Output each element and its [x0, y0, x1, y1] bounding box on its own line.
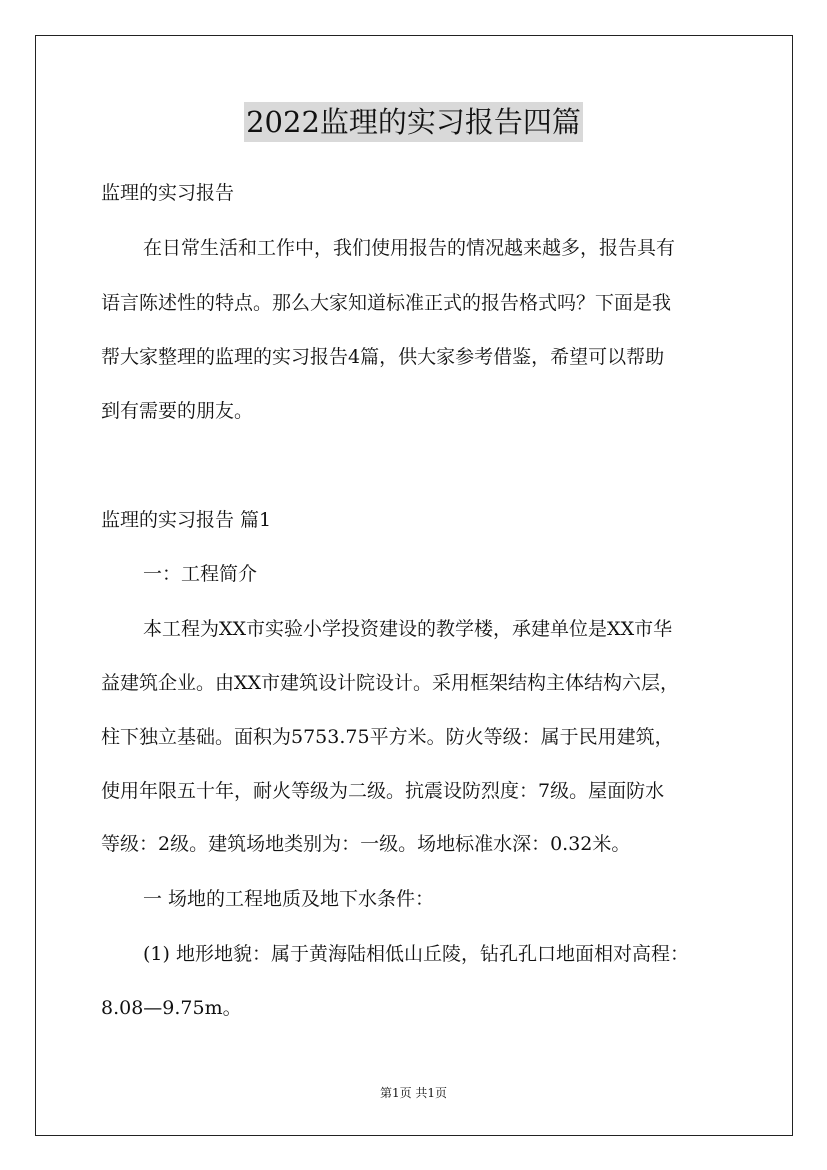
paragraph-line: (1) 地形地貌：属于黄海陆相低山丘陵，钻孔孔口地面相对高程：: [143, 943, 689, 965]
title-container: [0, 102, 827, 142]
section-heading: 监理的实习报告: [101, 182, 235, 204]
paragraph-line: 等级：2级。建筑场地类别为：一级。场地标准水深：0.32米。: [101, 833, 631, 855]
paragraph-line: 语言陈述性的特点。那么大家知道标准正式的报告格式吗？下面是我: [101, 292, 672, 314]
paragraph-line: 8.08—9.75m。: [101, 997, 242, 1019]
subsection-heading: 一 场地的工程地质及地下水条件：: [143, 888, 435, 910]
page-footer: 第1页 共1页: [379, 1086, 448, 1100]
paragraph-line: 使用年限五十年，耐火等级为二级。抗震设防烈度：7级。屋面防水: [101, 780, 665, 802]
document-title: 2022监理的实习报告四篇: [244, 102, 583, 142]
subsection-heading: 一：工程简介: [143, 563, 258, 585]
paragraph-line: 在日常生活和工作中，我们使用报告的情况越来越多，报告具有: [143, 237, 676, 259]
paragraph-line: 到有需要的朋友。: [101, 400, 254, 422]
paragraph-line: 帮大家整理的监理的实习报告4篇，供大家参考借鉴，希望可以帮助: [101, 346, 665, 368]
paragraph-line: 益建筑企业。由XX市建筑设计院设计。采用框架结构主体结构六层，: [101, 672, 680, 694]
paragraph-line: 柱下独立基础。面积为5753.75平方米。防火等级：属于民用建筑，: [101, 726, 674, 748]
section-heading: 监理的实习报告 篇1: [101, 509, 272, 531]
paragraph-line: 本工程为XX市实验小学投资建设的教学楼，承建单位是XX市华: [143, 618, 673, 640]
